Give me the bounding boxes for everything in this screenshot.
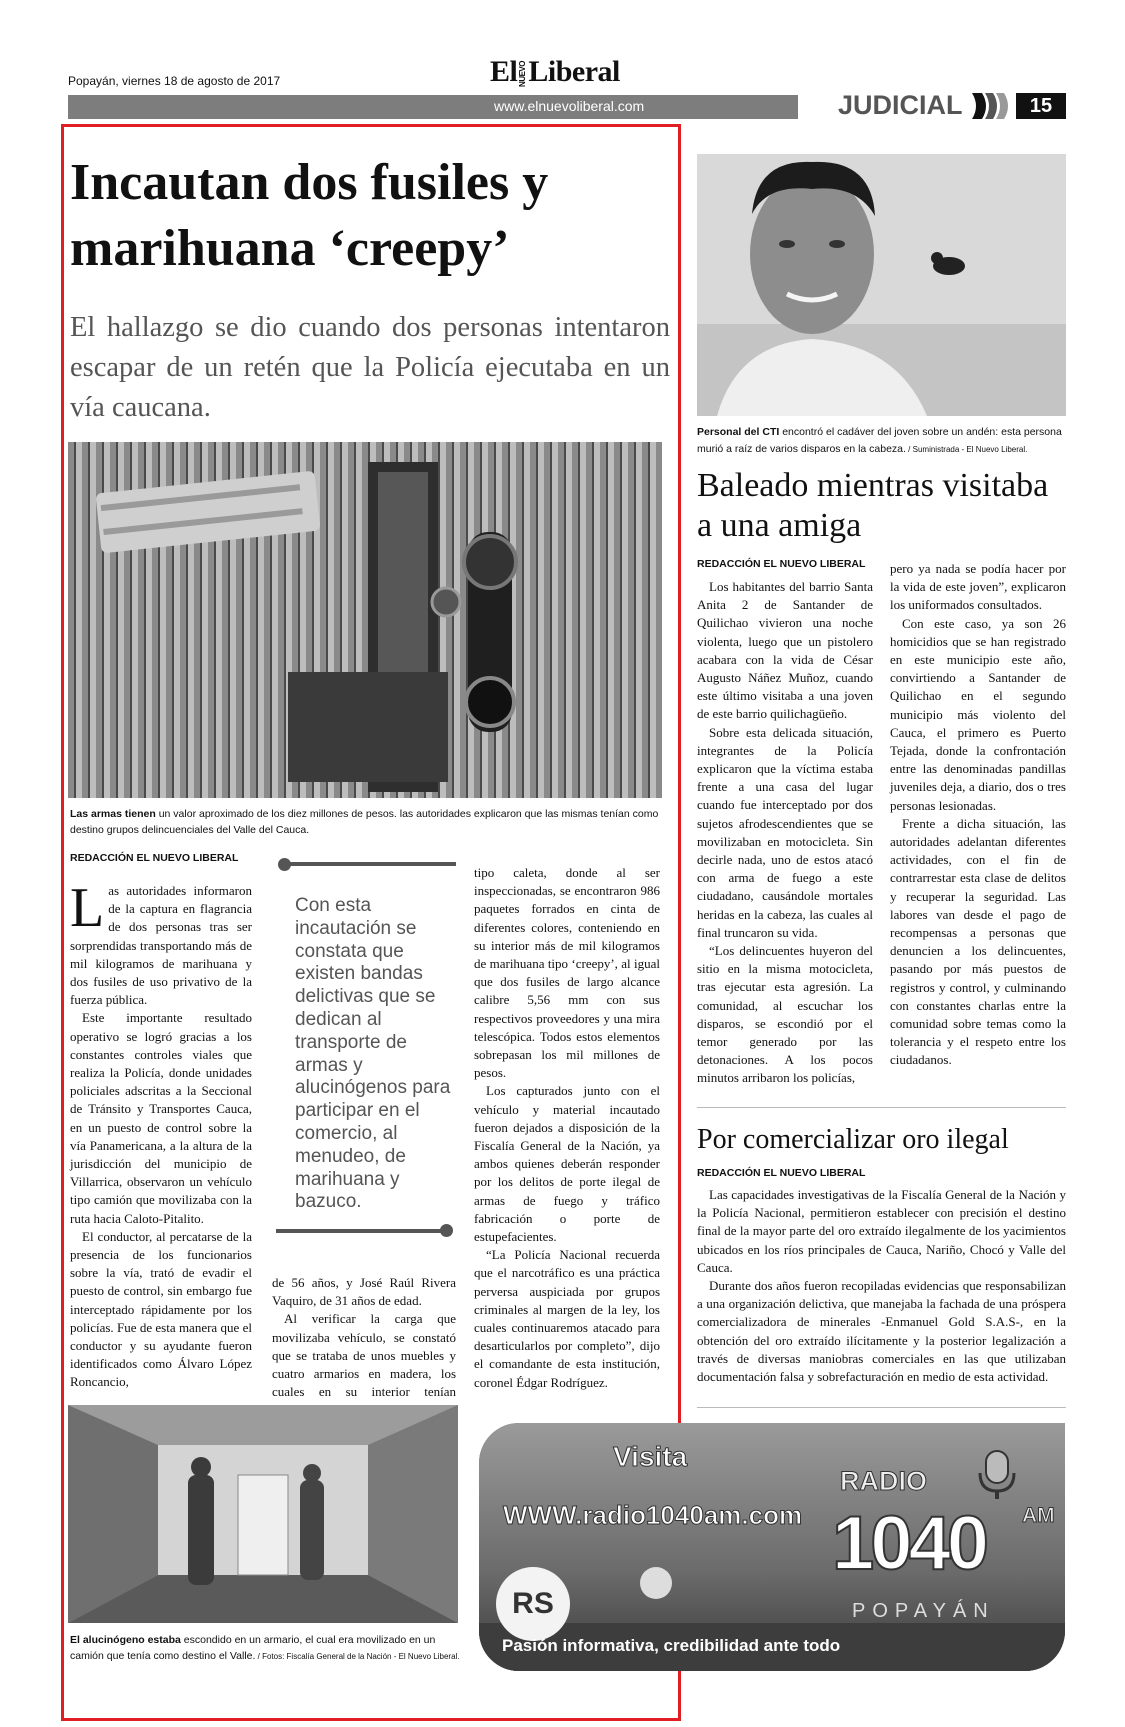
ad-visita: Visita [613, 1441, 688, 1472]
brief-body [697, 1186, 1066, 1386]
header-bar [68, 95, 798, 119]
photo-caption [70, 1632, 460, 1665]
logo-liberal: Liberal [528, 55, 620, 88]
photo-caption [70, 806, 660, 838]
paragraph: Durante dos años fueron recopiladas evidencias que responsabilizan a una organización delictiva, que manejaba la fachada de una próspera comercializadora de minerales -Enmanuel Gold S.A.S-, en la obtención del oro extraído ilícitamente y la posterior legalización a través de diversas maniobras comerciales en las que utilizaban documentación falsa y sobrefacturación en medio de esta actividad. [697, 1278, 1066, 1385]
pull-quote-dot [440, 1224, 453, 1237]
victim-portrait-photo [697, 154, 1066, 416]
paragraph: Con este caso, ya son 26 homicidios que se han registrado en este municipio este año, convirtiendo a Santander de Quilichao en el segundo municipio más violento del Cauca, el primero es Puerto Tejada, donde la confrontación entre las denominadas pandillas juveniles deja, a diario, dos o tres personas lesionadas. [890, 615, 1066, 813]
divider [697, 1107, 1066, 1108]
paragraph: Este importante resultado operativo se logró gracias a los constantes controles viales que realiza la Policía, donde unidades policiales adscritas a la Seccional de Tránsito y Transportes Cauca, en un puesto de control sobre la vía Panamericana, a la altura de la jurisdicción del municipio de Villarrica, observaron un vehículo tipo camión que movilizaba con la ruta hacia Caloto-Pitalito. [70, 1010, 252, 1226]
byline: REDACCIÓN EL NUEVO LIBERAL [697, 558, 866, 570]
caption-lead: Personal del CTI [697, 426, 780, 438]
paragraph: Sobre esta delicada situación, integrantes de la Policía explicaron que la víctima estaba frente a una casa del lugar cuando fue interceptado por dos sujetos afrodescendientes que se movilizaban en motocicleta. Sin decirle nada, uno de estos atacó con arma de fuego a este ciudadano, causándole mortales heridas en la cabeza, las cuales al final truncaron su vida. [697, 724, 873, 940]
main-subheadline: El hallazgo se dio cuando dos personas intentaron escapar de un retén que la Policía ejecutaba en un vía caucana. [70, 312, 670, 423]
side-column-1 [697, 578, 873, 1088]
pull-quote-rule [283, 862, 456, 866]
photo-credit: / Fotos: Fiscalía General de la Nación - El Nuevo Liberal. [255, 1652, 460, 1661]
byline: REDACCIÓN EL NUEVO LIBERAL [697, 1167, 866, 1179]
paragraph: tipo caleta, donde al ser inspeccionadas, se encontraron 986 paquetes forrados en cinta de diferentes colores, conteniendo en su interior más de mil kilogramos de marihuana tipo ‘creepy’, al igual que dos fusiles de largo alcance calibre 5,56 mm con sus respectivos proveedores y una mira telescópica. Todos estos elementos sobrepasan los mil millones de pesos. [474, 865, 660, 1081]
drop-cap: L [70, 877, 105, 939]
page-number: 15 [1016, 93, 1066, 119]
rs-logo-icon: RS [496, 1567, 570, 1641]
photo-caption [697, 424, 1069, 458]
ad-url-link[interactable]: WWW.radio1040am.com [503, 1500, 803, 1530]
paragraph: Los habitantes del barrio Santa Anita 2 de Santander de Quilichao vivieron una noche violenta, luego que un pistolero acabara con la vida de César Augusto Náñez Muñoz, cuando este último visitaba a una joven de este barrio quilichagüeño. [697, 579, 873, 722]
pull-quote: Con esta incautación se constata que existen bandas delictivas que se dedican al transporte de armas y alucinógenos para participar en el comercio, al menudeo, de marihuana y bazuco. [295, 895, 451, 1213]
logo-el: El [490, 55, 518, 88]
byline: REDACCIÓN EL NUEVO LIBERAL [70, 852, 239, 864]
paragraph: “La Policía Nacional recuerda que el narcotráfico es una práctica perversa auspiciada por grupos criminales al margen de la ley, los cuales continuaremos atacado para desarticularlos por completo”, dijo el comandante de esta institución, coronel Édgar Rodríguez. [474, 1247, 660, 1390]
rifle-photo [68, 442, 662, 798]
divider [697, 1407, 1066, 1408]
ad-radio-label: RADIO [840, 1466, 927, 1496]
cable-logo-icon [640, 1567, 672, 1599]
ad-tagline: Pasión informativa, credibilidad ante todo [502, 1636, 841, 1655]
caption-lead: Las armas tienen [70, 808, 156, 820]
article-column-3 [474, 864, 660, 1392]
section-title: JUDICIAL [838, 90, 963, 120]
microphone-icon [970, 1447, 1024, 1501]
article-column-1 [70, 877, 252, 1392]
paragraph: as autoridades informaron de la captura en flagrancia de dos personas tras ser sorprendidas transportando más de mil kilogramos de marihuana y dos fusiles de uso privativo de la fuerza pública. [70, 883, 252, 1008]
paragraph: Las capacidades investigativas de la Fiscalía General de la Nación y la Policía Nacional, permitieron establecer con precisión el destino final de la mayor parte del oro extraído ilegalmente de los yacimientos ubicados en los ríos principales de Cauca, Nariño, Chocó y Valle del Cauca. [697, 1187, 1066, 1275]
caption-text: escondido en un armario, el cual era movilizado en un camión que tenía como destino el Valle. [70, 1634, 436, 1662]
side-headline[interactable]: Baleado mientras visitaba a una amiga [697, 467, 1049, 544]
paragraph: Al verificar la carga que movilizaba vehículo, se constató que se trataba de unos muebles y cuatro armarios en madera, los cuales en su interior tenían [272, 1311, 456, 1400]
ad-city: POPAYÁN [852, 1600, 995, 1622]
side-column-2 [890, 560, 1066, 1070]
paragraph: Frente a dicha situación, las autoridades adelantan diferentes actividades, con el fin de contrarrestar esta clase de delitos y recuperar la seguridad. Las labores van desde el pago de recompensas a personas que denuncien a los delincuentes, pasando por más puestos de registros y control, y culminando con constantes charlas entre la comunidad sobre temas como la tolerancia y el respeto entre los ciudadanos. [890, 815, 1066, 1068]
site-url[interactable]: www.elnuevoliberal.com [494, 98, 645, 114]
paragraph: Los capturados junto con el vehículo y material incautado fueron dejados a disposición de la Fiscalía General de la Nación, ya ambos quienes deberán responder por los delitos de porte ilegal de armas de fuego y tráfico fabricación o porte de estupefacientes. [474, 1083, 660, 1245]
caption-text: encontró el cadáver del joven sobre un andén: esta persona murió a raíz de varios disparos en la cabeza. [697, 426, 1062, 455]
ad-frequency: 1040 [832, 1501, 986, 1586]
edition-date: Popayán, viernes 18 de agosto de 2017 [68, 74, 281, 88]
paragraph: “Los delincuentes huyeron del sitio en la misma motocicleta, tras ejecutar esta agresión. La comunidad, al escuchar los disparos, se escondió por el temor generado por las detonaciones. A los pocos minutos arribaron los policías, [697, 943, 873, 1086]
brief-headline[interactable]: Por comercializar oro ilegal [697, 1124, 1009, 1155]
truck-cargo-photo [68, 1405, 458, 1623]
ad-band: AM [1022, 1504, 1055, 1527]
logo-nuevo: NUEVO [518, 61, 528, 88]
photo-credit: / Suministrada - El Nuevo Liberal. [905, 445, 1028, 454]
newspaper-logo[interactable] [490, 55, 620, 89]
article-column-2 [272, 1274, 456, 1420]
paragraph: El conductor, al percatarse de la presencia de los funcionarios sobre la vía, trató de evadir el puesto de control, sin embargo fue interceptado rápidamente por los policías. Fue de esta manera que el conductor y su ayudante fueron identificados como Álvaro López Roncancio, [70, 1228, 252, 1390]
caption-text: un valor aproximado de los diez millones de pesos. las autoridades explicaron que las mismas tenían como destino grupos delincuenciales del Valle del Cauca. [70, 808, 659, 836]
paragraph: de 56 años, y José Raúl Rivera Vaquiro, de 31 años de edad. [272, 1275, 456, 1309]
pull-quote-rule [276, 1229, 449, 1233]
caption-lead: El alucinógeno estaba [70, 1634, 181, 1646]
header-stripes-icon [972, 93, 1010, 119]
main-headline[interactable]: Incautan dos fusiles y marihuana ‘creepy’ [70, 154, 549, 277]
paragraph: pero ya nada se podía hacer por la vida de este joven”, explicaron los uniformados consultados. [890, 561, 1066, 613]
